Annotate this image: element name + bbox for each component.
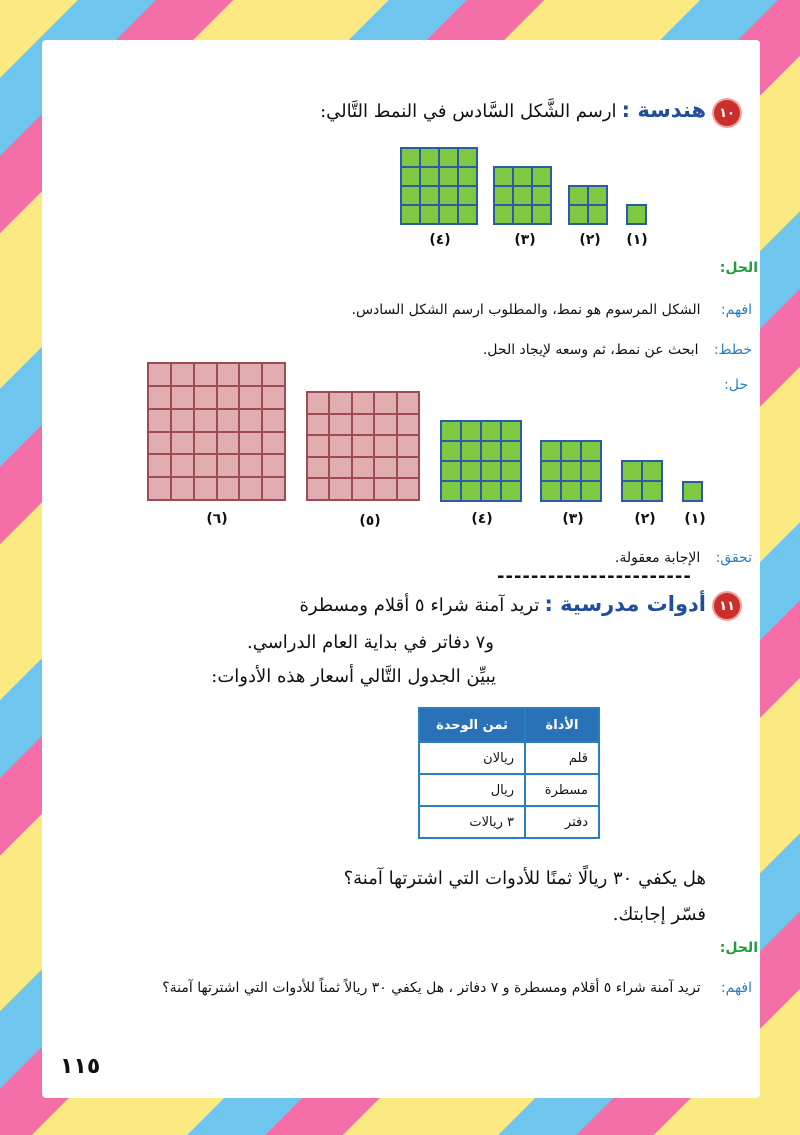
q11-line1: تريد آمنة شراء ٥ أقلام ومسطرة [299, 595, 540, 616]
figure-label: (١) [684, 511, 706, 527]
grid-cell [149, 387, 170, 408]
grid-cell [440, 187, 457, 204]
grid-cell [462, 422, 480, 440]
q11-line2: و٧ دفاتر في بداية العام الدراسي. [247, 632, 494, 653]
grid-cell [308, 436, 328, 456]
pattern-figure-4 [400, 147, 478, 225]
grid-cell [263, 433, 284, 454]
grid-cell [308, 479, 328, 499]
grid-cell [263, 410, 284, 431]
grid-cell [172, 433, 193, 454]
grid-cell [375, 458, 395, 478]
grid-cell [502, 442, 520, 460]
grid-cell [459, 206, 476, 223]
grid-cell [172, 478, 193, 499]
grid-cell [459, 168, 476, 185]
check-label: تحقق: [715, 550, 752, 566]
grid-cell [562, 462, 580, 480]
table-header-cell: ثمن الوحدة [419, 708, 525, 742]
solution-figure-5 [306, 391, 420, 501]
table-row [419, 742, 599, 774]
question-number-badge: ١١ [714, 593, 740, 619]
solve-label: حل: [724, 377, 748, 393]
grid-cell [402, 206, 419, 223]
grid-cell [542, 462, 560, 480]
grid-cell [589, 206, 606, 223]
grid-cell [421, 149, 438, 166]
grid-cell [462, 462, 480, 480]
grid-cell [495, 187, 512, 204]
grid-cell [308, 415, 328, 435]
prices-table [418, 707, 600, 839]
grid-cell [353, 415, 373, 435]
grid-cell [442, 482, 460, 500]
grid-cell [240, 455, 261, 476]
table-header-cell: الأداة [525, 708, 599, 742]
grid-cell [442, 422, 460, 440]
grid-cell [562, 442, 580, 460]
figure-label: (٣) [514, 232, 536, 248]
grid-cell [195, 410, 216, 431]
grid-cell [149, 455, 170, 476]
grid-cell [643, 462, 661, 480]
grid-cell [263, 387, 284, 408]
grid-cell [582, 442, 600, 460]
grid-cell [402, 149, 419, 166]
grid-cell [514, 187, 531, 204]
q10-header [320, 98, 706, 122]
grid-cell [353, 393, 373, 413]
understand-text: تريد آمنة شراء ٥ أقلام ومسطرة و ٧ دفاتر ، هل يكفي ٣٠ ريالاً ثمناً للأدوات التي اشترتها آمنة؟ [162, 980, 701, 996]
grid-cell [330, 415, 350, 435]
grid-cell [542, 442, 560, 460]
grid-cell [495, 168, 512, 185]
solution-figure-3 [540, 440, 602, 502]
grid-cell [240, 478, 261, 499]
grid-cell [628, 206, 645, 223]
solution-heading: الحل: [719, 940, 758, 956]
grid-cell [440, 168, 457, 185]
q11-title: أدوات مدرسية : [544, 592, 706, 616]
grid-cell [533, 206, 550, 223]
grid-cell [218, 410, 239, 431]
grid-cell [172, 455, 193, 476]
grid-cell [570, 187, 587, 204]
page-number: ١١٥ [60, 1054, 101, 1079]
plan-line [483, 339, 752, 358]
solution-figure-6 [147, 362, 286, 501]
q10-prompt: ارسم الشَّكل السَّادس في النمط التَّالي: [320, 101, 617, 122]
pattern-figure-2 [568, 185, 608, 225]
grid-cell [402, 187, 419, 204]
table-header-row [419, 708, 599, 742]
grid-cell [218, 433, 239, 454]
figure-label: (٤) [429, 232, 451, 248]
grid-cell [240, 387, 261, 408]
grid-cell [533, 168, 550, 185]
grid-cell [502, 422, 520, 440]
figure-label: (٢) [579, 232, 601, 248]
understand-text: الشكل المرسوم هو نمط، والمطلوب ارسم الشكل السادس. [351, 302, 701, 318]
understand-label: افهم: [720, 302, 752, 318]
grid-cell [582, 482, 600, 500]
table-row [419, 774, 599, 806]
solution-heading: الحل: [719, 260, 758, 276]
grid-cell [421, 168, 438, 185]
grid-cell [482, 482, 500, 500]
grid-cell [330, 458, 350, 478]
grid-cell [218, 387, 239, 408]
q11-header [299, 592, 706, 616]
grid-cell [240, 433, 261, 454]
grid-cell [502, 462, 520, 480]
solution-figure-4 [440, 420, 522, 502]
grid-cell [172, 410, 193, 431]
figure-label: (٢) [634, 511, 656, 527]
grid-cell [195, 455, 216, 476]
pattern-figure-1 [626, 204, 647, 225]
grid-cell [172, 364, 193, 385]
grid-cell [149, 478, 170, 499]
grid-cell [195, 387, 216, 408]
grid-cell [482, 442, 500, 460]
grid-cell [353, 479, 373, 499]
figure-label: (٥) [359, 513, 381, 529]
table-cell: قلم [525, 742, 599, 774]
grid-cell [684, 483, 701, 500]
grid-cell [149, 433, 170, 454]
grid-cell [195, 433, 216, 454]
plan-label: خطط: [713, 342, 752, 358]
solution-figure-2 [621, 460, 663, 502]
table-cell: دفتر [525, 806, 599, 838]
grid-cell [195, 478, 216, 499]
grid-cell [514, 168, 531, 185]
grid-cell [218, 455, 239, 476]
grid-cell [330, 436, 350, 456]
grid-cell [353, 458, 373, 478]
grid-cell [643, 482, 661, 500]
figure-label: (٣) [562, 511, 584, 527]
grid-cell [623, 482, 641, 500]
grid-cell [263, 478, 284, 499]
grid-cell [263, 455, 284, 476]
grid-cell [514, 206, 531, 223]
grid-cell [375, 436, 395, 456]
grid-cell [570, 206, 587, 223]
table-cell: ريال [419, 774, 525, 806]
grid-cell [375, 479, 395, 499]
grid-cell [462, 482, 480, 500]
grid-cell [402, 168, 419, 185]
grid-cell [482, 422, 500, 440]
grid-cell [149, 364, 170, 385]
pattern-figure-3 [493, 166, 552, 225]
grid-cell [442, 462, 460, 480]
check-line [615, 547, 752, 566]
grid-cell [308, 393, 328, 413]
grid-cell [440, 149, 457, 166]
question-number-badge: ١٠ [714, 100, 740, 126]
grid-cell [562, 482, 580, 500]
grid-cell [421, 206, 438, 223]
grid-cell [172, 387, 193, 408]
grid-cell [218, 478, 239, 499]
understand-line [162, 977, 752, 996]
grid-cell [502, 482, 520, 500]
grid-cell [218, 364, 239, 385]
understand-line [352, 299, 752, 318]
section-divider: ----------------------- [497, 566, 692, 587]
grid-cell [398, 479, 418, 499]
grid-cell [330, 479, 350, 499]
grid-cell [375, 393, 395, 413]
grid-cell [398, 415, 418, 435]
grid-cell [459, 187, 476, 204]
grid-cell [375, 415, 395, 435]
grid-cell [263, 364, 284, 385]
grid-cell [398, 458, 418, 478]
grid-cell [589, 187, 606, 204]
q11-explain: فسّر إجابتك. [612, 904, 706, 925]
q11-line3: يبيِّن الجدول التَّالي أسعار هذه الأدوات: [211, 666, 496, 687]
figure-label: (٤) [471, 511, 493, 527]
grid-cell [195, 364, 216, 385]
figure-label: (٦) [206, 511, 228, 527]
grid-cell [495, 206, 512, 223]
table-cell: ٣ ريالات [419, 806, 525, 838]
grid-cell [421, 187, 438, 204]
q10-title: هندسة : [621, 98, 706, 122]
figure-label: (١) [626, 232, 648, 248]
table-row [419, 806, 599, 838]
grid-cell [442, 442, 460, 460]
grid-cell [623, 462, 641, 480]
grid-cell [440, 206, 457, 223]
grid-cell [308, 458, 328, 478]
grid-cell [398, 393, 418, 413]
grid-cell [149, 410, 170, 431]
grid-cell [353, 436, 373, 456]
grid-cell [582, 462, 600, 480]
check-text: الإجابة معقولة. [614, 550, 701, 566]
table-cell: ريالان [419, 742, 525, 774]
grid-cell [533, 187, 550, 204]
grid-cell [459, 149, 476, 166]
grid-cell [240, 364, 261, 385]
grid-cell [330, 393, 350, 413]
grid-cell [398, 436, 418, 456]
understand-label: افهم: [720, 980, 752, 996]
solution-figure-1 [682, 481, 703, 502]
grid-cell [542, 482, 560, 500]
grid-cell [240, 410, 261, 431]
q11-question: هل يكفي ٣٠ ريالًا ثمنًا للأدوات التي اشترتها آمنة؟ [343, 868, 706, 889]
table-cell: مسطرة [525, 774, 599, 806]
grid-cell [482, 462, 500, 480]
grid-cell [462, 442, 480, 460]
plan-text: ابحث عن نمط، ثم وسعه لإيجاد الحل. [482, 342, 699, 358]
